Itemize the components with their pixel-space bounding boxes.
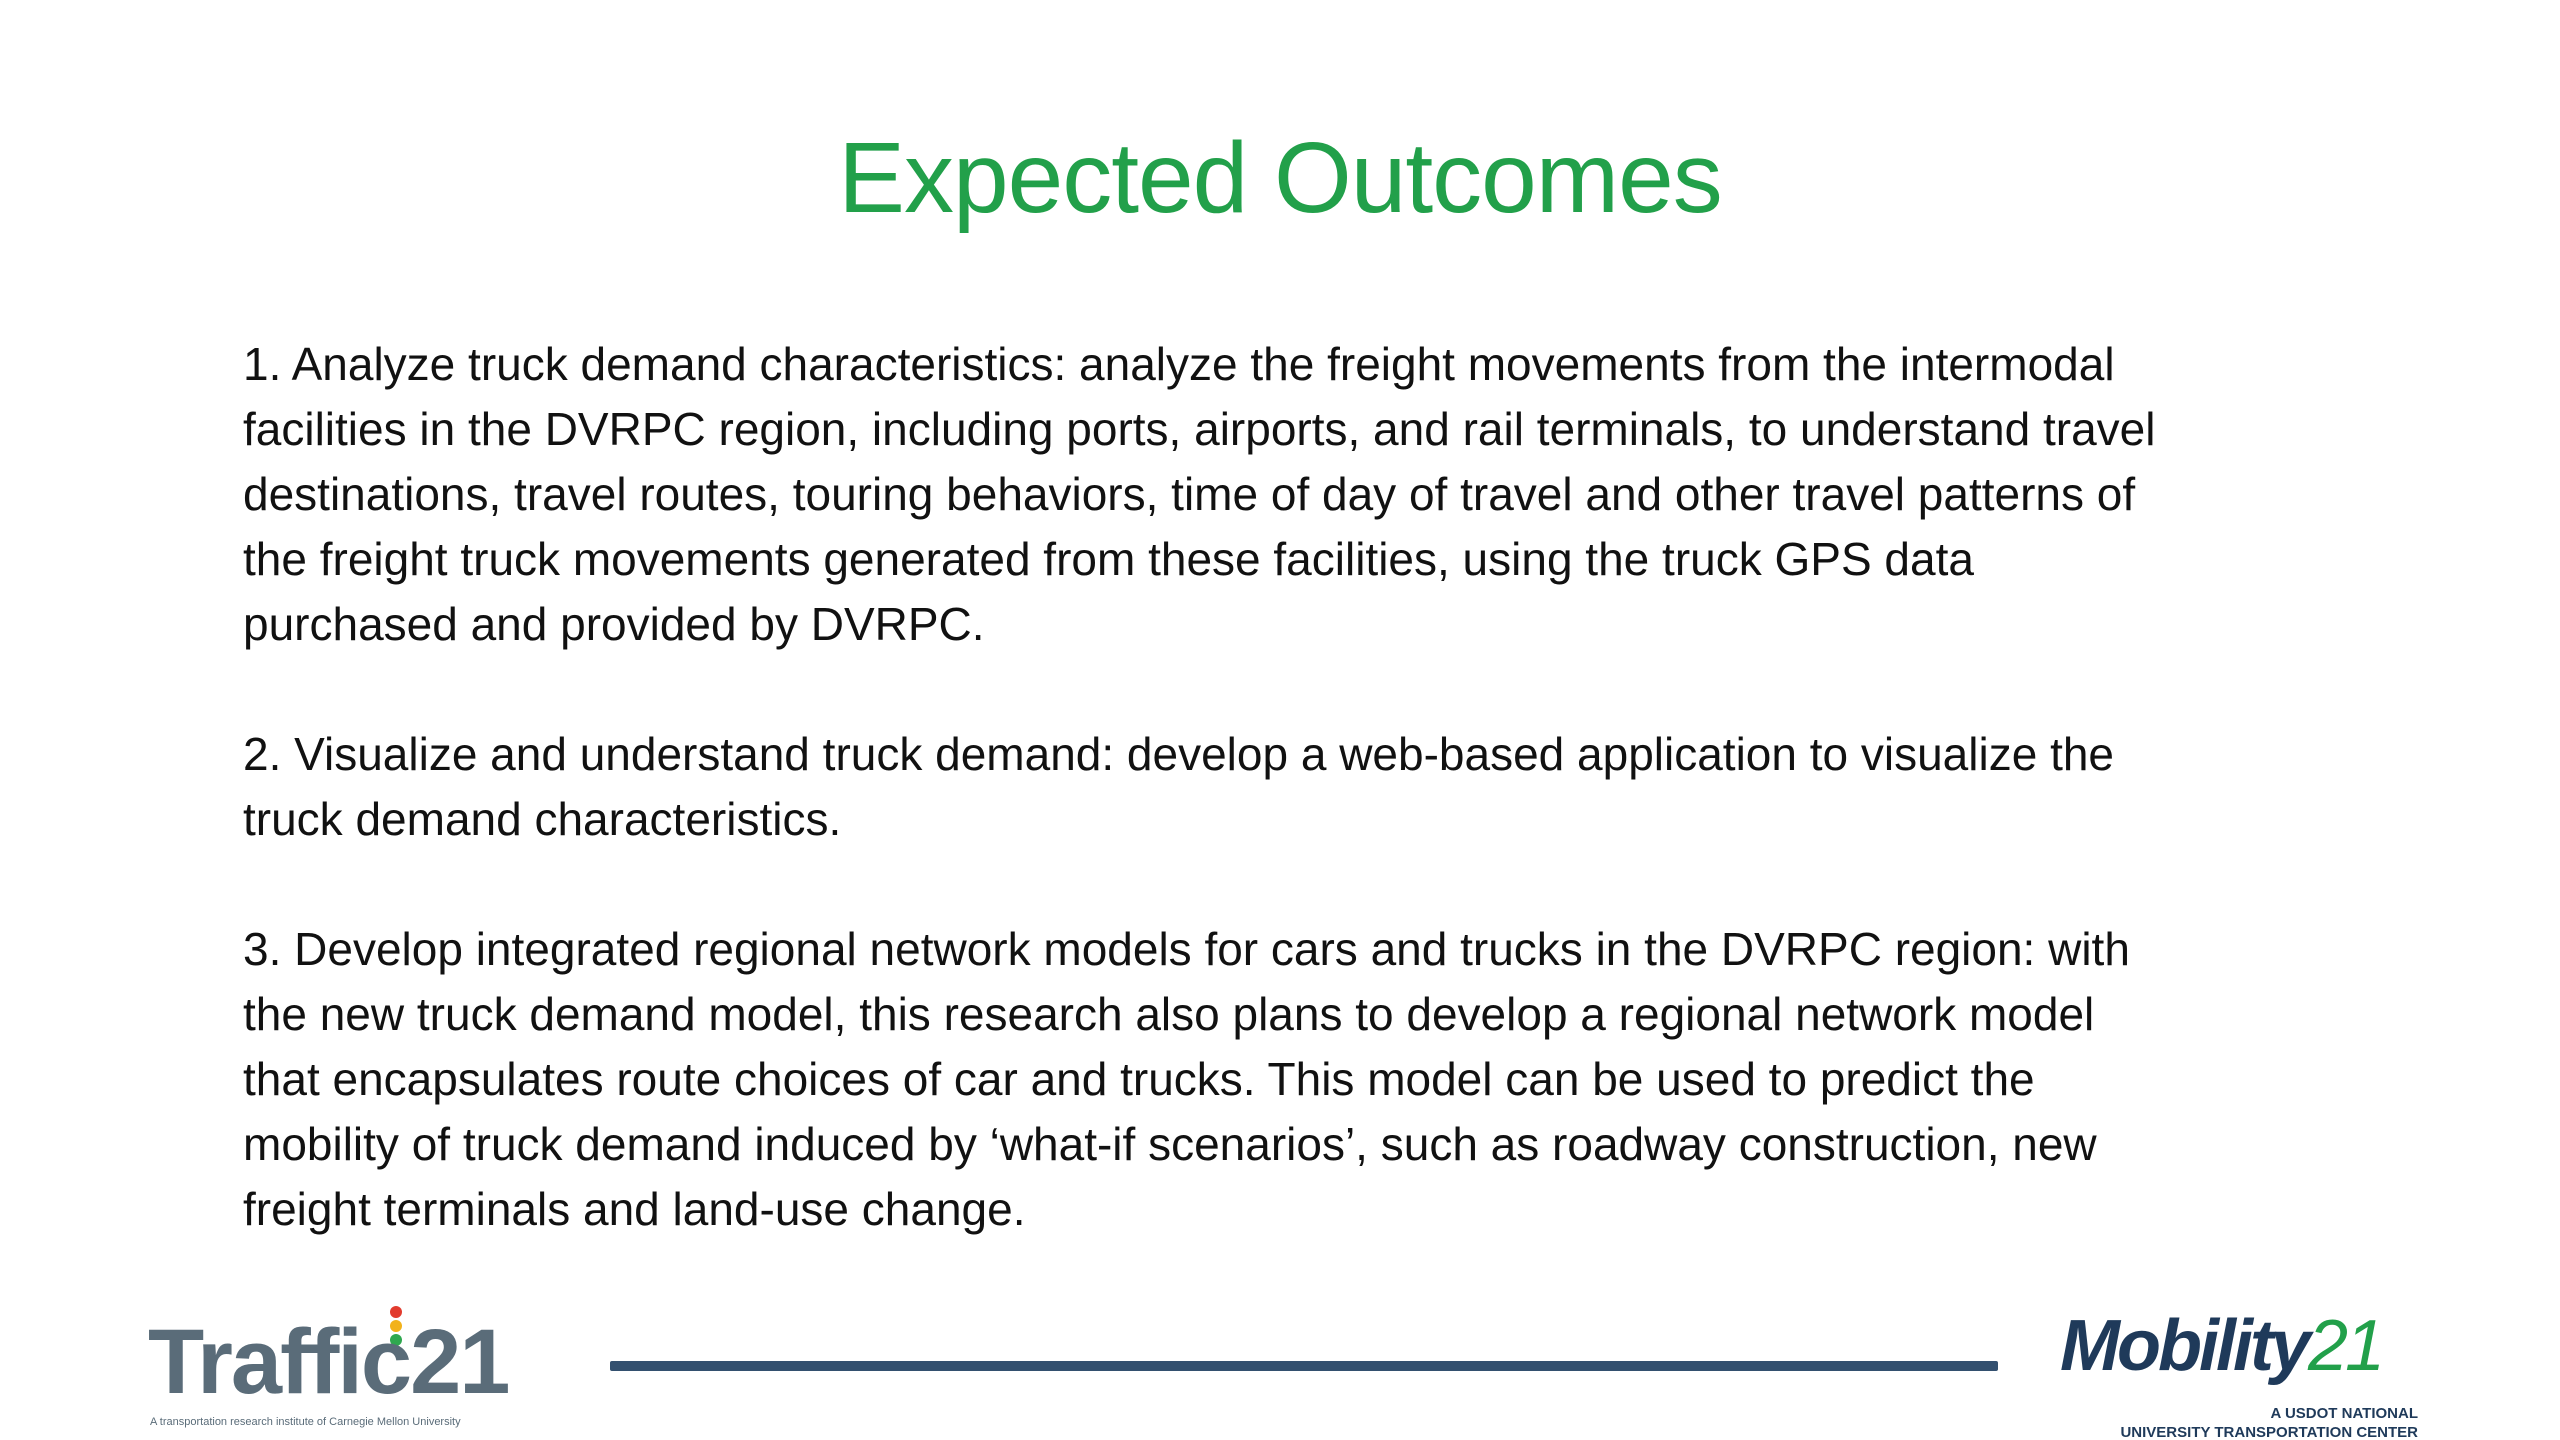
mobility21-logo bbox=[2050, 1302, 2430, 1440]
outcome-1-paragraph: 1. Analyze truck demand characteristics: analyze the freight movements from the intermodal facilities in the DVRPC region, including ports, airports, and rail terminals, to understand travel destinations, travel routes, touring behaviors, time of day of travel and other travel patterns of the freight truck movements generated from these facilities, using the truck GPS data purchased and provided by DVRPC. bbox=[243, 338, 2156, 650]
traffic21-tagline: A transportation research institute of Carnegie Mellon University bbox=[150, 1416, 461, 1428]
outcome-2-paragraph: 2. Visualize and understand truck demand: develop a web-based application to visualize the truck demand characteristics. bbox=[243, 728, 2115, 845]
traffic21-wordmark: Traffic21 bbox=[148, 1311, 509, 1413]
slide-title: Expected Outcomes bbox=[838, 122, 1722, 234]
traffic21-logo bbox=[148, 1310, 558, 1440]
mobility21-wordmark bbox=[2060, 1302, 2382, 1390]
outcome-3-paragraph: 3. Develop integrated regional network models for cars and trucks in the DVRPC region: with the new truck demand model, this research also plans to develop a regional network model that encapsulates route choices of car and trucks. This model can be used to predict the mobility of truck demand induced by ‘what-if scenarios’, such as roadway construction, new freight terminals and land-use change. bbox=[243, 923, 2130, 1235]
footer-divider bbox=[610, 1361, 1998, 1371]
mobility21-subtitle-line1: A USDOT NATIONAL bbox=[2270, 1405, 2418, 1422]
slide-body bbox=[243, 332, 2383, 1307]
mobility-word: Mobility bbox=[2060, 1306, 2308, 1386]
mobility21-subtitle-line2: UNIVERSITY TRANSPORTATION CENTER bbox=[2120, 1424, 2418, 1440]
mobility-number: 21 bbox=[2307, 1306, 2383, 1386]
